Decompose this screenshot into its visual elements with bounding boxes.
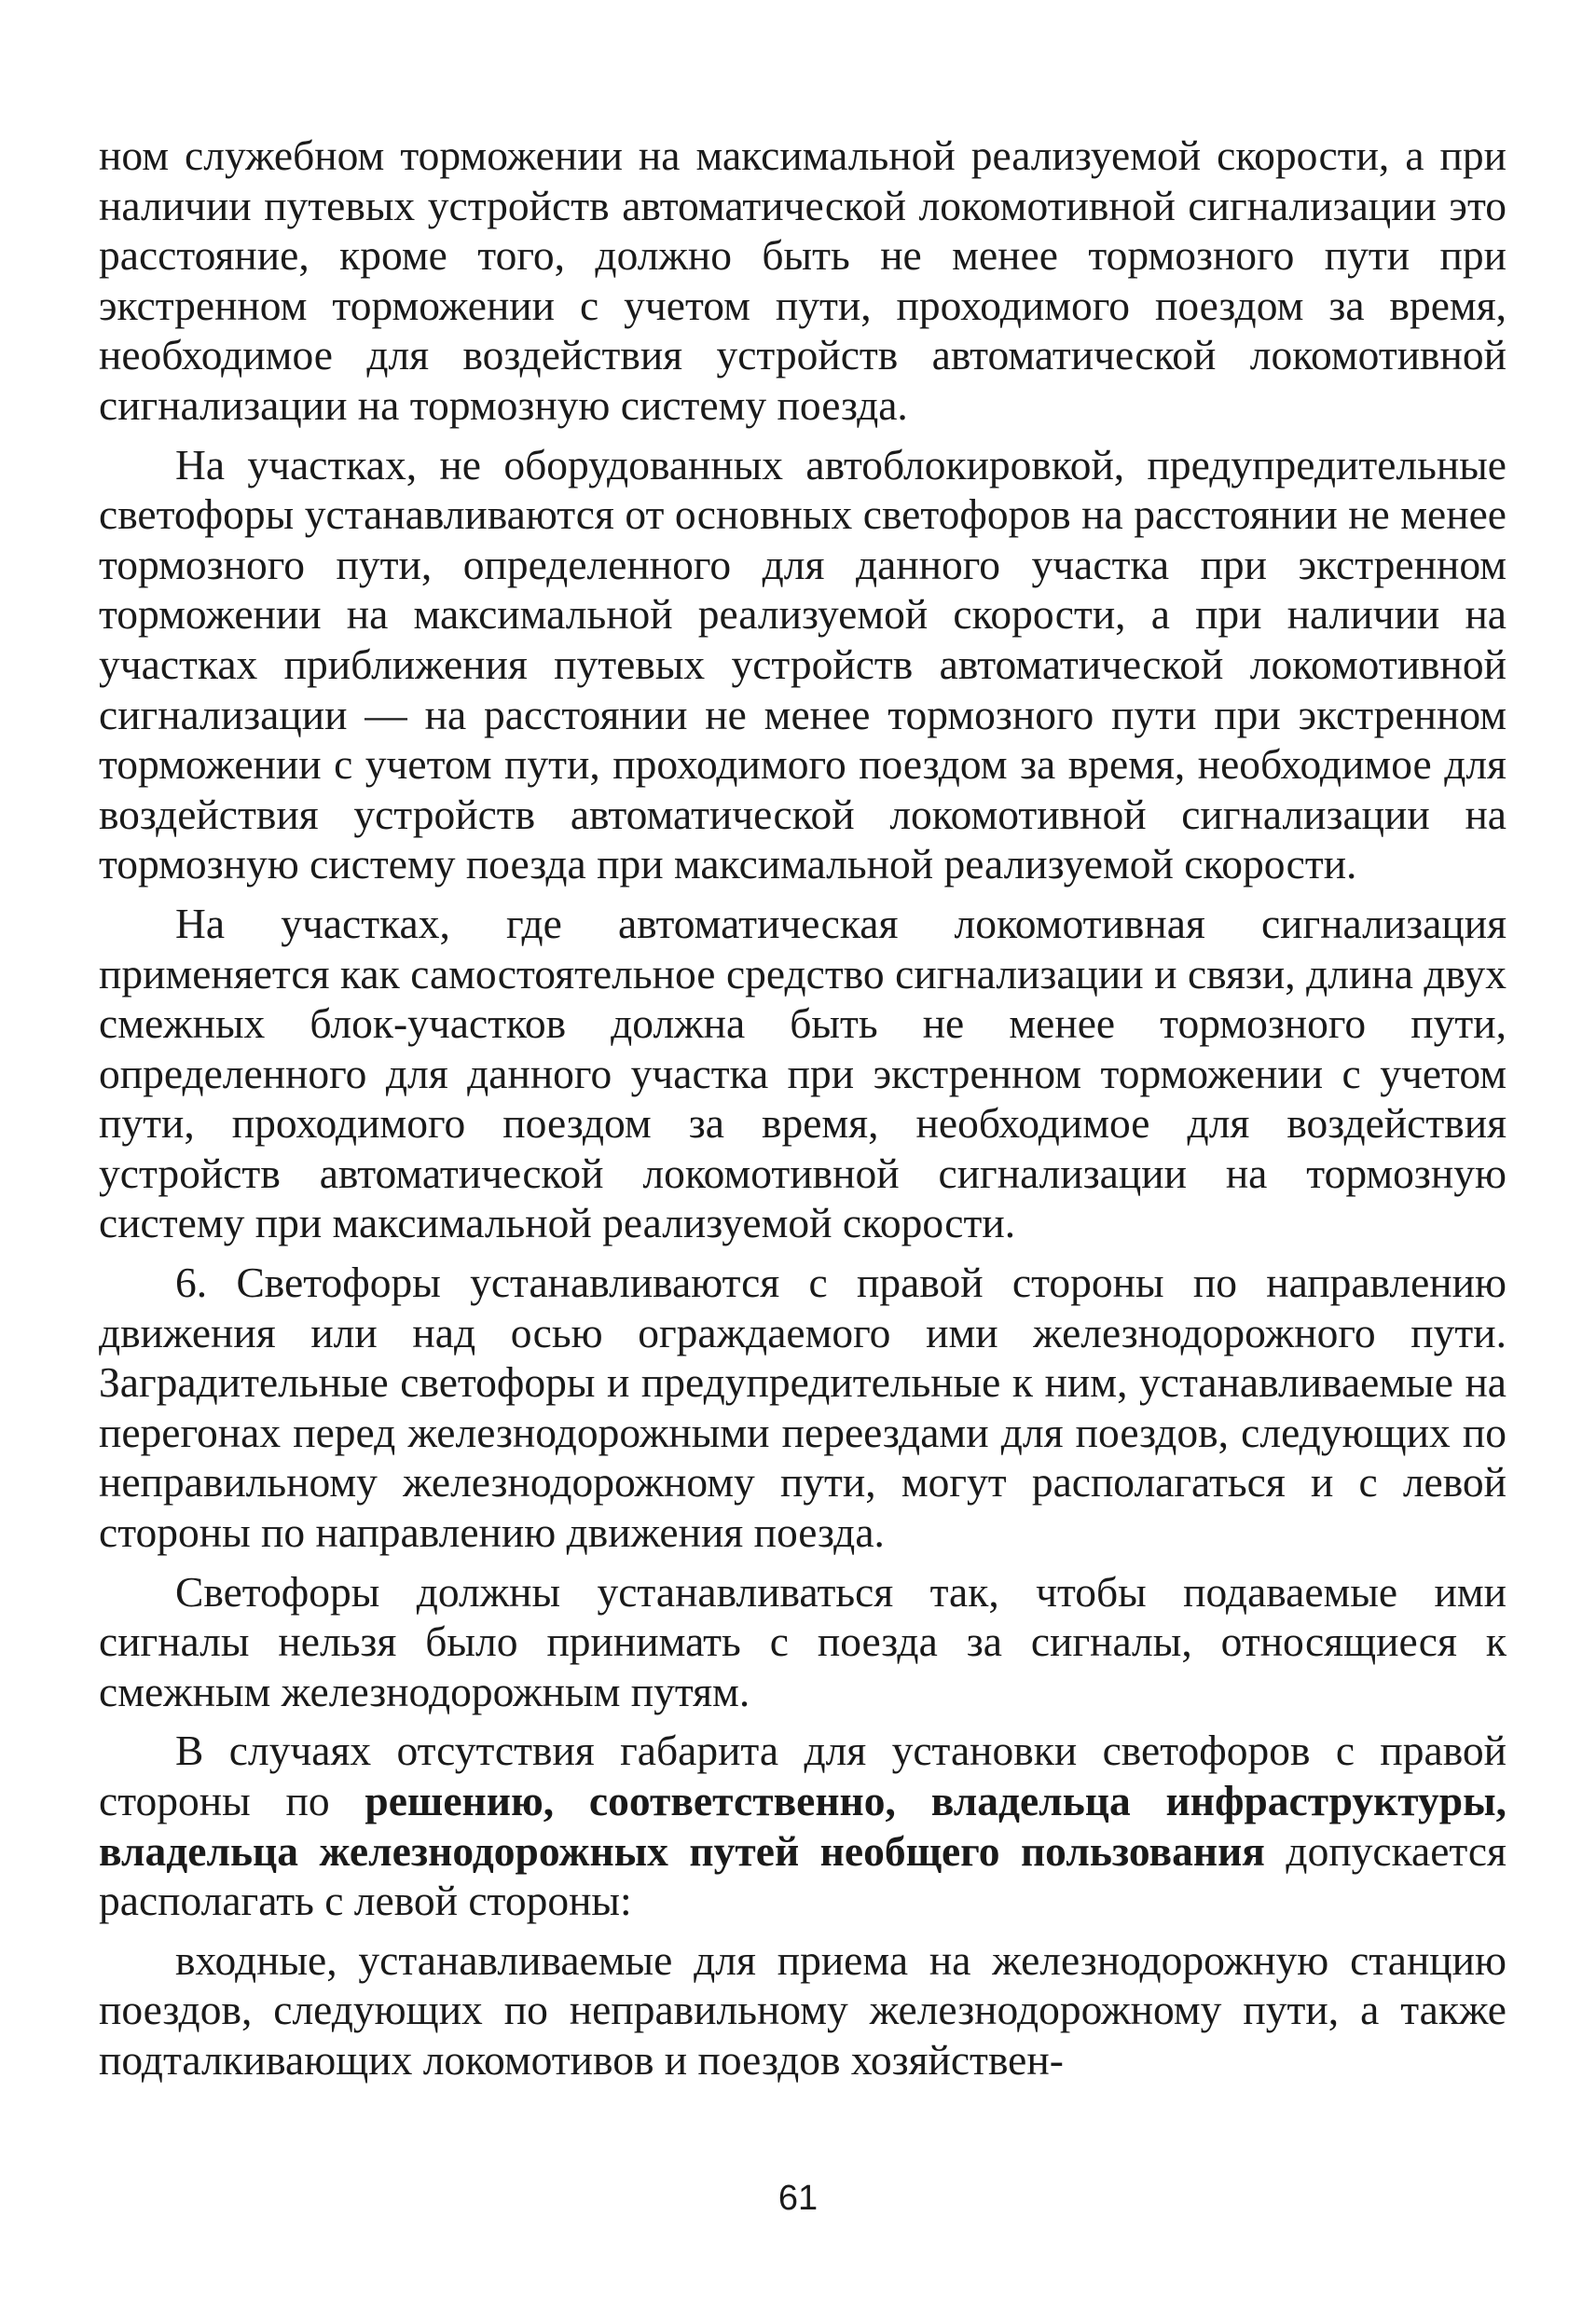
paragraph-6 <box>99 1726 1507 1925</box>
paragraph-1: ном служебном торможении на максимальной реализуемой скорости, а при наличии путевых устройств автоматической локомотивной сигнализации это расстояние, кроме того, должно быть не менее тормозного пути при экстренном торможении с учетом пути, проходимого поездом за время, необходимое для воздействия устройств автоматической локомотивной сигнализации на тормозную систему поезда. <box>99 131 1507 429</box>
paragraph-6-bold: решению, соответственно, владельца инфраструктуры, владельца железнодорожных путей необщего пользования <box>99 1777 1507 1875</box>
paragraph-5: Светофоры должны устанавливаться так, чтобы подаваемые ими сигналы нельзя было принимать с поезда за сигналы, относящиеся к смежным железнодорожным путям. <box>99 1567 1507 1715</box>
page-number: 61 <box>777 2179 819 2218</box>
paragraph-7: входные, устанавливаемые для приема на железнодорожную станцию поездов, следующих по неправильному железнодорожному пути, а также подталкивающих локомотивов и поездов хозяйствен- <box>99 1935 1507 2084</box>
paragraph-4: 6. Светофоры устанавливаются с правой стороны по направлению движения или над осью ограждаемого ими железнодорожного пути. Заградительные светофоры и предупредительные к ним, устанавливаемые на перегонах перед железнодорожными переездами для поездов, следующих по неправильному железнодорожному пути, могут располагаться и с левой стороны по направлению движения поезда. <box>99 1259 1507 1557</box>
page-body <box>99 131 1507 2085</box>
paragraph-6-after: допускается располагать с левой стороны: <box>99 1826 1507 1925</box>
paragraph-6-before: В случаях отсутствия габарита для установки светофоров с правой стороны по <box>99 1727 1507 1824</box>
paragraph-2: На участках, не оборудованных автоблокировкой, предупредительные светофоры устанавливаются от основных светофоров на расстоянии не менее тормозного пути, определенного для данного участка при экстренном торможении на максимальной реализуемой скорости, а при наличии на участках приближения путевых устройств автоматической локомотивной сигнализации — на расстоянии не менее тормозного пути при экстренном торможении с учетом пути, проходимого поездом за время, необходимое для воздействия устройств автоматической локомотивной сигнализации на тормозную систему поезда при максимальной реализуемой скорости. <box>99 440 1507 888</box>
paragraph-3: На участках, где автоматическая локомотивная сигнализация применяется как самостоятельное средство сигнализации и связи, длина двух смежных блок-участков должна быть не менее тормозного пути, определенного для данного участка при экстренном торможении с учетом пути, проходимого поездом за время, необходимое для воздействия устройств автоматической локомотивной сигнализации на тормозную систему при максимальной реализуемой скорости. <box>99 899 1507 1247</box>
